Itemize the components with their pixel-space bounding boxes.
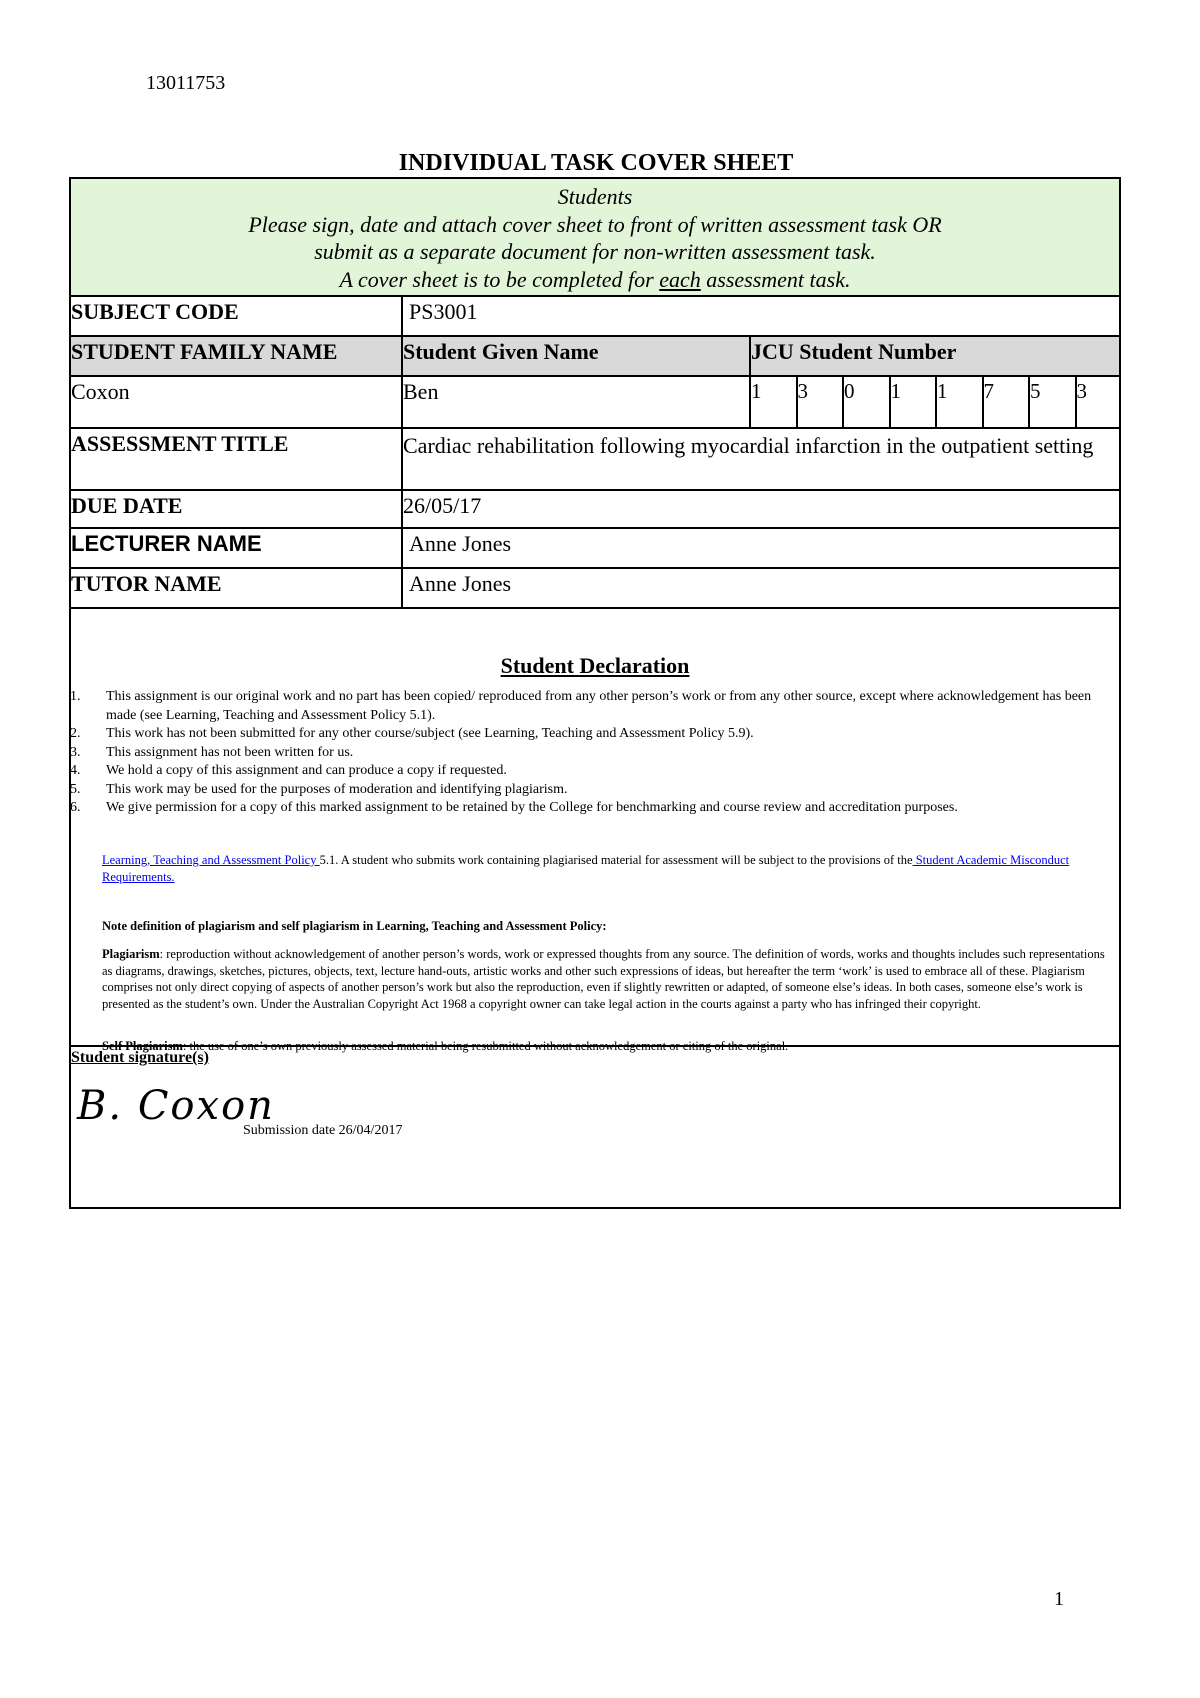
declaration-item-text: We hold a copy of this assignment and can produce a copy if requested. [106, 763, 507, 778]
header-student-id: 13011753 [146, 72, 226, 94]
given-name-label: Student Given Name [403, 337, 751, 375]
assessment-title-label: ASSESSMENT TITLE [71, 429, 403, 489]
plagiarism-definition [102, 946, 1112, 1012]
given-name-value[interactable]: Ben [403, 377, 751, 427]
student-number-digit[interactable]: 1 [891, 377, 938, 427]
subject-code-value[interactable]: PS3001 [409, 299, 478, 324]
declaration-list [70, 688, 1120, 818]
due-date-value[interactable]: 26/05/17 [403, 493, 482, 518]
declaration-item [70, 799, 1120, 818]
submission-date: Submission date 26/04/2017 [243, 1123, 403, 1138]
declaration-item [70, 762, 1120, 781]
student-number-digit[interactable]: 3 [1076, 379, 1087, 403]
declaration-title: Student Declaration [500, 653, 690, 678]
policy-text: 5.1. A student who submits work containing plagiarised material for assessment will be subject to the provisions of the [319, 853, 913, 867]
student-number-digit[interactable]: 5 [1030, 377, 1077, 427]
lecturer-label: LECTURER NAME [71, 529, 403, 567]
signature-image: B. Coxon [77, 1083, 275, 1129]
misconduct-link[interactable]: Student Academic Misconduct Requirements. [102, 853, 1070, 884]
subject-code-label: SUBJECT CODE [71, 297, 403, 335]
declaration-item-text: This assignment is our original work and no part has been copied/ reproduced from any other person’s work or from any other source, except where acknowledgement has been made (see Learning, Teaching and Assessment Policy 5.1). [106, 689, 1092, 723]
assessment-title-value[interactable]: Cardiac rehabilitation following myocardial infarction in the outpatient setting [403, 433, 1094, 458]
lecturer-value[interactable]: Anne Jones [409, 531, 512, 556]
declaration-item [70, 688, 1120, 725]
signature-label: Student signature(s) [71, 1049, 209, 1066]
student-number-digit[interactable]: 7 [984, 377, 1031, 427]
declaration-item-number: 3. [70, 744, 81, 760]
note-heading: Note definition of plagiarism and self plagiarism in Learning, Teaching and Assessment Policy: [102, 919, 607, 933]
declaration-content [70, 0, 1120, 1100]
student-number-digit[interactable]: 3 [798, 377, 845, 427]
tutor-label: TUTOR NAME [71, 569, 403, 607]
declaration-item-text: This work may be used for the purposes of moderation and identifying plagiarism. [106, 781, 568, 797]
plagiarism-text: : reproduction without acknowledgement of another person’s words, work or expressed thoughts from any source. The definition of words, works and thoughts includes such representations as diagrams, drawings, sketches, pictures, objects, text, lecture hand-outs, artistic works and other such expressions of ideas, but hereafter the term ‘work’ is used to embrace all of these. Plagiarism comprises not only direct copying of aspects of another person’s work but also the reproduction, even if slightly rewritten or adapted, of someone else’s ideas. In both cases, someone else’s work is presented as the student’s own. Under the Australian Copyright Act 1968 a copyright owner can take legal action in the courts against a party who has infringed their copyright. [102, 947, 1105, 1011]
student-number-digit[interactable]: 1 [751, 377, 798, 427]
declaration-item-number: 5. [70, 781, 81, 797]
declaration-item [70, 725, 1120, 744]
page-title: INDIVIDUAL TASK COVER SHEET [398, 150, 794, 176]
tutor-value[interactable]: Anne Jones [409, 571, 512, 596]
self-plagiarism-definition [102, 1038, 1112, 1055]
declaration-item-number: 2. [70, 726, 81, 741]
banner-line-1: Students [557, 184, 633, 209]
due-date-label: DUE DATE [71, 491, 403, 527]
plagiarism-label: Plagiarism [102, 947, 160, 961]
policy-paragraph [102, 852, 1112, 885]
declaration-item [70, 781, 1120, 800]
banner-line-4-underlined: each [659, 266, 701, 292]
banner-line-4-post: assessment task. [700, 266, 851, 292]
student-number-digit[interactable]: 0 [844, 377, 891, 427]
banner-line-2: Please sign, date and attach cover sheet to front of written assessment task OR [248, 211, 942, 237]
declaration-item-text: This work has not been submitted for any other course/subject (see Learning, Teaching and Assessment Policy 5.9). [106, 726, 754, 741]
declaration-item [70, 744, 1120, 763]
family-name-label: STUDENT FAMILY NAME [71, 337, 403, 375]
family-name-value[interactable]: Coxon [71, 377, 403, 427]
banner-line-3: submit as a separate document for non-written assessment task. [314, 239, 876, 264]
declaration-item-number: 6. [70, 800, 81, 815]
banner-line-4-pre: A cover sheet is to be completed for [339, 266, 660, 292]
note-heading-text: Note definition of plagiarism and self plagiarism in Learning, Teaching and Assessment Policy [102, 919, 603, 933]
self-plagiarism-text: : the use of one’s own previously assessed material being resubmitted without acknowledgement or citing of the original. [182, 1039, 789, 1053]
declaration-item-number: 4. [70, 763, 81, 778]
self-plagiarism-label: Self Plagiarism [102, 1039, 183, 1053]
student-number-digit[interactable]: 1 [937, 377, 984, 427]
page-number: 1 [1054, 1588, 1064, 1610]
declaration-item-text: This assignment has not been written for us. [106, 744, 354, 760]
student-number-label: JCU Student Number [751, 339, 957, 364]
declaration-item-text: We give permission for a copy of this marked assignment to be retained by the College for benchmarking and course review and accreditation purposes. [106, 800, 958, 815]
declaration-item-number: 1. [70, 689, 81, 704]
policy-link[interactable]: Learning, Teaching and Assessment Policy [102, 853, 320, 867]
